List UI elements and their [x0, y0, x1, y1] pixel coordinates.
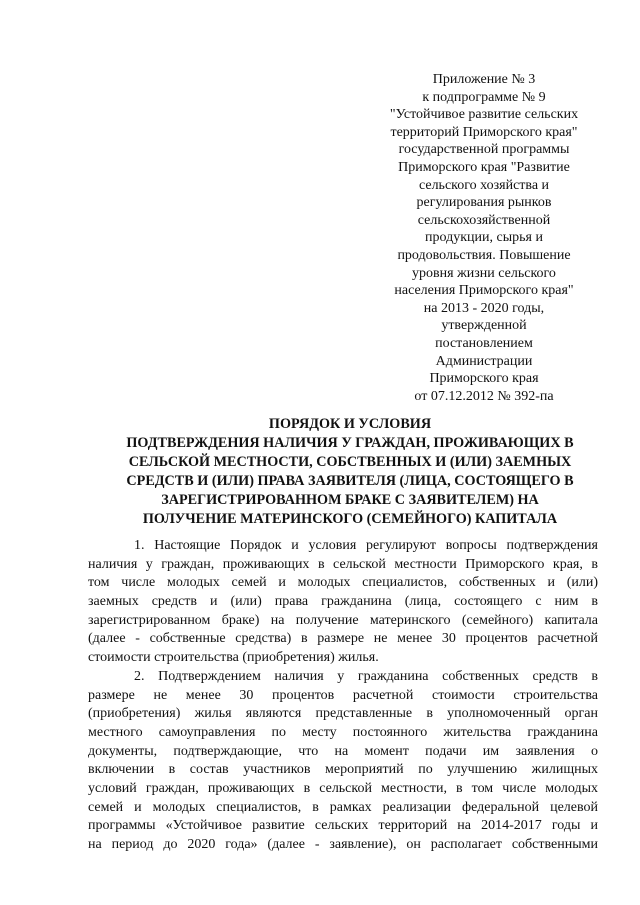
title-line: ПОДТВЕРЖДЕНИЯ НАЛИЧИЯ У ГРАЖДАН, ПРОЖИВАЮЩИХ В: [126, 435, 574, 451]
appendix-line: уровня жизни сельского: [412, 265, 556, 281]
paragraph-1-line: 1. Настоящие Порядок и условия регулируют вопросы подтверждения: [134, 538, 598, 553]
paragraph-1-line: (далее - собственные средства) в размере не менее 30 процентов расчетной: [88, 631, 598, 647]
appendix-line: государственной программы: [398, 142, 570, 158]
appendix-line: регулирования рынков: [416, 195, 552, 211]
appendix-line: населения Приморского края": [394, 283, 574, 299]
appendix-header: [368, 71, 600, 405]
paragraph-2-line: документы, подтверждающие, что на момент подачи им заявления о: [88, 743, 598, 759]
paragraph-1-line: том числе молодых семей и молодых специалистов, собственных и (или): [88, 575, 598, 591]
appendix-line: от 07.12.2012 № 392-па: [414, 388, 554, 404]
title-line: ПОЛУЧЕНИЕ МАТЕРИНСКОГО (СЕМЕЙНОГО) КАПИТАЛА: [142, 511, 558, 527]
appendix-line: утвержденной: [441, 318, 527, 334]
paragraph-1-line: зарегистрированном браке) на получение материнского (семейного) капитала: [88, 612, 598, 628]
title-line: СЕЛЬСКОЙ МЕСТНОСТИ, СОБСТВЕННЫХ И (ИЛИ) ЗАЕМНЫХ: [128, 454, 572, 470]
paragraph-1-line: наличия у граждан, проживающих в сельской местности Приморского края, в: [88, 556, 598, 572]
title-line: ПОРЯДОК И УСЛОВИЯ: [268, 416, 432, 432]
paragraph-1-line: стоимости строительства (приобретения) жилья.: [88, 650, 379, 666]
paragraph-2-line: (приобретения) жилья являются представленные в уполномоченный орган: [88, 706, 598, 722]
paragraph-2-line: включении в состав участников мероприятий по улучшению жилищных: [88, 762, 598, 778]
appendix-line: продовольствия. Повышение: [397, 247, 571, 263]
appendix-line: территорий Приморского края": [390, 124, 578, 140]
appendix-line: постановлением: [435, 335, 533, 351]
title-line: ЗАРЕГИСТРИРОВАННОМ БРАКЕ С ЗАЯВИТЕЛЕМ) НА: [161, 492, 539, 508]
paragraph-2-line: 2. Подтверждением наличия у гражданина собственных средств в: [134, 668, 598, 684]
appendix-line: сельского хозяйства и: [418, 177, 550, 193]
appendix-line: "Устойчивое развитие сельских: [389, 107, 579, 123]
appendix-line: к подпрограмме № 9: [422, 89, 546, 105]
appendix-line: Приморского края: [429, 371, 539, 387]
appendix-line: на 2013 - 2020 годы,: [423, 300, 545, 316]
paragraph-1-line: заемных средств и (или) права гражданина (лица, состоящего с ним в: [88, 594, 598, 610]
paragraph-2-line: условий граждан, проживающих в сельской местности, в том числе молодых: [88, 780, 598, 796]
appendix-line: Администрации: [435, 353, 533, 369]
appendix-line: Приморского края "Развитие: [398, 159, 570, 175]
appendix-line: Приложение № 3: [432, 72, 536, 87]
appendix-line: продукции, сырья и: [425, 230, 543, 246]
paragraph-2-line: на период до 2020 года» (далее - заявление), он располагает собственными: [88, 837, 598, 852]
title-line: СРЕДСТВ И (ИЛИ) ПРАВА ЗАЯВИТЕЛЯ (ЛИЦА, СОСТОЯЩЕГО В: [126, 473, 574, 489]
document-body: [88, 537, 598, 855]
paragraph-2-line: размере не менее 30 процентов расчетной стоимости строительства: [88, 687, 598, 703]
paragraph-2-line: программы «Устойчивое развитие сельских территорий на 2014-2017 годы и: [88, 818, 598, 834]
paragraph-2-line: местного самоуправления по месту постоянного жительства гражданина: [88, 724, 598, 740]
appendix-line: сельскохозяйственной: [417, 212, 551, 228]
document-title: [100, 415, 600, 529]
paragraph-2-line: семей и молодых специалистов, в рамках реализации федеральной целевой: [88, 799, 598, 815]
